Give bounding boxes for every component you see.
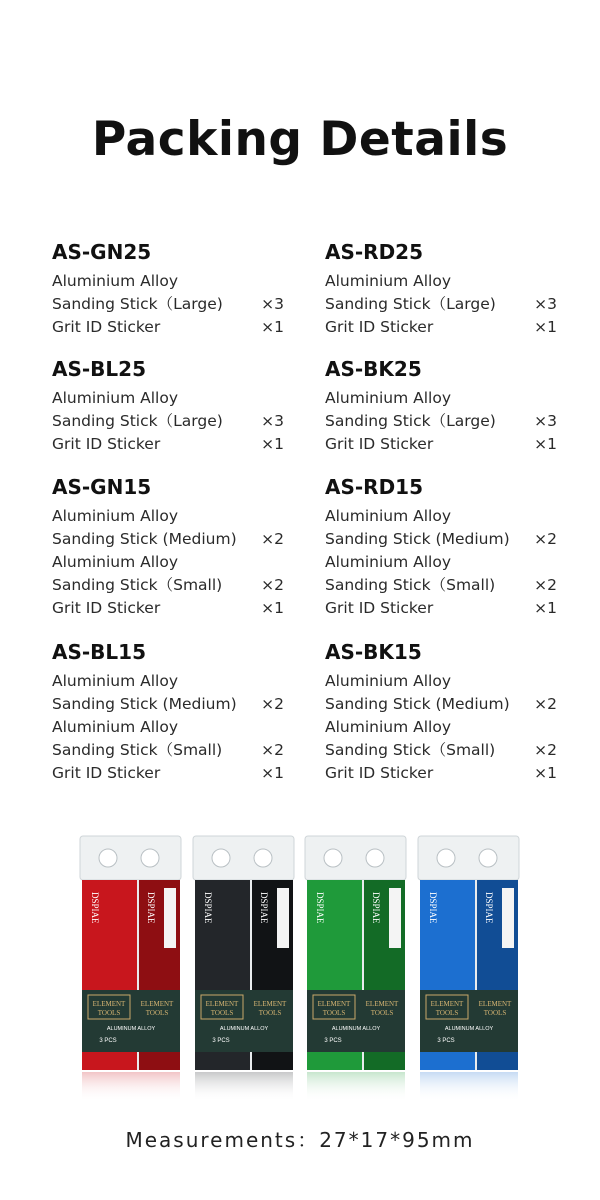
package-red bbox=[78, 832, 183, 1082]
svg-text:DSPIAE: DSPIAE bbox=[484, 892, 494, 924]
line-qty: ×3 bbox=[534, 295, 557, 313]
item-line bbox=[325, 528, 557, 551]
item-code: AS-GN15 bbox=[52, 475, 152, 499]
item-line bbox=[325, 551, 557, 574]
line-text: Sanding Stick（Small) bbox=[325, 576, 496, 594]
line-qty: ×2 bbox=[261, 530, 284, 548]
item-line bbox=[52, 670, 284, 693]
item-line bbox=[52, 293, 284, 316]
line-text: Aluminium Alloy bbox=[325, 507, 451, 525]
line-qty: ×1 bbox=[261, 435, 284, 453]
line-text: Sanding Stick（Large) bbox=[52, 412, 223, 430]
package-blue bbox=[416, 832, 521, 1082]
measurements-text: Measurements：27*17*95mm bbox=[125, 1128, 475, 1152]
item-line bbox=[325, 739, 557, 762]
line-qty: ×2 bbox=[261, 741, 284, 759]
svg-text:TOOLS: TOOLS bbox=[435, 1009, 459, 1017]
svg-text:ELEMENT: ELEMENT bbox=[365, 1000, 399, 1008]
item-code: AS-RD15 bbox=[325, 475, 424, 499]
svg-text:ELEMENT: ELEMENT bbox=[92, 1000, 126, 1008]
page-title: Packing Details bbox=[91, 112, 509, 167]
item-line bbox=[325, 574, 557, 597]
item-line bbox=[325, 433, 557, 456]
line-text: Grit ID Sticker bbox=[52, 599, 161, 617]
item-code: AS-BL15 bbox=[52, 640, 147, 664]
packing-item-as-gn25 bbox=[52, 240, 284, 339]
line-qty: ×1 bbox=[261, 599, 284, 617]
line-text: Grit ID Sticker bbox=[325, 435, 434, 453]
svg-text:TOOLS: TOOLS bbox=[145, 1009, 169, 1017]
line-text: Aluminium Alloy bbox=[52, 507, 178, 525]
line-text: Sanding Stick (Medium) bbox=[52, 530, 237, 548]
line-qty: ×3 bbox=[534, 412, 557, 430]
svg-text:3 PCS: 3 PCS bbox=[324, 1038, 342, 1044]
item-line bbox=[52, 693, 284, 716]
line-text: Aluminium Alloy bbox=[325, 389, 451, 407]
packing-item-as-gn15 bbox=[52, 475, 284, 620]
svg-text:ALUMINUM ALLOY: ALUMINUM ALLOY bbox=[219, 1026, 269, 1032]
svg-text:ALUMINUM ALLOY: ALUMINUM ALLOY bbox=[106, 1026, 156, 1032]
svg-text:DSPIAE: DSPIAE bbox=[90, 892, 100, 924]
line-text: Sanding Stick (Medium) bbox=[325, 530, 510, 548]
item-line bbox=[325, 670, 557, 693]
svg-text:TOOLS: TOOLS bbox=[483, 1009, 507, 1017]
item-line bbox=[325, 597, 557, 620]
item-line bbox=[52, 739, 284, 762]
line-text: Sanding Stick（Large) bbox=[52, 295, 223, 313]
line-text: Aluminium Alloy bbox=[325, 718, 451, 736]
item-line bbox=[52, 410, 284, 433]
line-text: Grit ID Sticker bbox=[52, 435, 161, 453]
item-line bbox=[52, 597, 284, 620]
svg-text:ALUMINUM ALLOY: ALUMINUM ALLOY bbox=[444, 1026, 494, 1032]
svg-text:3 PCS: 3 PCS bbox=[437, 1038, 455, 1044]
line-text: Sanding Stick (Medium) bbox=[325, 695, 510, 713]
svg-text:DSPIAE: DSPIAE bbox=[428, 892, 438, 924]
item-line bbox=[325, 693, 557, 716]
item-line bbox=[325, 293, 557, 316]
item-line bbox=[52, 716, 284, 739]
item-line bbox=[325, 387, 557, 410]
line-text: Aluminium Alloy bbox=[52, 272, 178, 290]
item-line bbox=[52, 316, 284, 339]
svg-text:TOOLS: TOOLS bbox=[322, 1009, 346, 1017]
line-qty: ×1 bbox=[261, 318, 284, 336]
packing-item-as-rd25 bbox=[325, 240, 557, 339]
item-code: AS-RD25 bbox=[325, 240, 424, 264]
package-green bbox=[303, 832, 408, 1082]
svg-text:ELEMENT: ELEMENT bbox=[317, 1000, 351, 1008]
line-qty: ×1 bbox=[534, 599, 557, 617]
line-qty: ×2 bbox=[261, 695, 284, 713]
svg-text:TOOLS: TOOLS bbox=[210, 1009, 234, 1017]
item-line bbox=[52, 528, 284, 551]
item-code: AS-GN25 bbox=[52, 240, 152, 264]
item-line bbox=[52, 762, 284, 785]
svg-text:ELEMENT: ELEMENT bbox=[253, 1000, 287, 1008]
packing-item-as-bl15 bbox=[52, 640, 284, 785]
svg-text:DSPIAE: DSPIAE bbox=[146, 892, 156, 924]
line-qty: ×2 bbox=[261, 576, 284, 594]
line-text: Sanding Stick（Large) bbox=[325, 295, 496, 313]
line-text: Grit ID Sticker bbox=[52, 318, 161, 336]
packing-item-as-bk15 bbox=[325, 640, 557, 785]
line-text: Sanding Stick（Large) bbox=[325, 412, 496, 430]
svg-text:DSPIAE: DSPIAE bbox=[259, 892, 269, 924]
line-qty: ×2 bbox=[534, 695, 557, 713]
svg-text:ALUMINUM ALLOY: ALUMINUM ALLOY bbox=[331, 1026, 381, 1032]
svg-text:ELEMENT: ELEMENT bbox=[430, 1000, 464, 1008]
item-line bbox=[52, 574, 284, 597]
line-qty: ×1 bbox=[261, 764, 284, 782]
item-code: AS-BL25 bbox=[52, 357, 147, 381]
line-qty: ×3 bbox=[261, 295, 284, 313]
packing-item-as-rd15 bbox=[325, 475, 557, 620]
svg-text:DSPIAE: DSPIAE bbox=[203, 892, 213, 924]
line-qty: ×2 bbox=[534, 741, 557, 759]
line-text: Sanding Stick (Medium) bbox=[52, 695, 237, 713]
line-text: Grit ID Sticker bbox=[52, 764, 161, 782]
item-line bbox=[52, 270, 284, 293]
line-text: Aluminium Alloy bbox=[52, 553, 178, 571]
item-line bbox=[52, 505, 284, 528]
svg-text:ELEMENT: ELEMENT bbox=[140, 1000, 174, 1008]
packing-item-as-bl25 bbox=[52, 357, 284, 456]
svg-text:ELEMENT: ELEMENT bbox=[478, 1000, 512, 1008]
line-text: Sanding Stick（Small) bbox=[52, 741, 223, 759]
line-text: Aluminium Alloy bbox=[52, 718, 178, 736]
svg-text:DSPIAE: DSPIAE bbox=[371, 892, 381, 924]
line-text: Aluminium Alloy bbox=[52, 672, 178, 690]
item-line bbox=[325, 716, 557, 739]
item-line bbox=[325, 270, 557, 293]
line-text: Grit ID Sticker bbox=[325, 599, 434, 617]
item-code: AS-BK15 bbox=[325, 640, 422, 664]
svg-text:TOOLS: TOOLS bbox=[258, 1009, 282, 1017]
line-text: Aluminium Alloy bbox=[325, 672, 451, 690]
line-qty: ×2 bbox=[534, 530, 557, 548]
line-qty: ×1 bbox=[534, 435, 557, 453]
line-text: Grit ID Sticker bbox=[325, 318, 434, 336]
svg-text:TOOLS: TOOLS bbox=[97, 1009, 121, 1017]
svg-text:TOOLS: TOOLS bbox=[370, 1009, 394, 1017]
product-packages-image bbox=[78, 832, 528, 1112]
line-qty: ×1 bbox=[534, 764, 557, 782]
line-text: Aluminium Alloy bbox=[325, 272, 451, 290]
line-text: Sanding Stick（Small) bbox=[325, 741, 496, 759]
item-line bbox=[325, 762, 557, 785]
line-text: Grit ID Sticker bbox=[325, 764, 434, 782]
line-qty: ×3 bbox=[261, 412, 284, 430]
item-line bbox=[52, 433, 284, 456]
svg-text:3 PCS: 3 PCS bbox=[99, 1038, 117, 1044]
item-line bbox=[52, 551, 284, 574]
packing-item-as-bk25 bbox=[325, 357, 557, 456]
item-line bbox=[52, 387, 284, 410]
svg-text:ELEMENT: ELEMENT bbox=[205, 1000, 239, 1008]
item-line bbox=[325, 410, 557, 433]
item-code: AS-BK25 bbox=[325, 357, 422, 381]
item-line bbox=[325, 316, 557, 339]
line-qty: ×2 bbox=[534, 576, 557, 594]
svg-text:DSPIAE: DSPIAE bbox=[315, 892, 325, 924]
line-text: Aluminium Alloy bbox=[325, 553, 451, 571]
line-text: Aluminium Alloy bbox=[52, 389, 178, 407]
line-text: Sanding Stick（Small) bbox=[52, 576, 223, 594]
svg-text:3 PCS: 3 PCS bbox=[212, 1038, 230, 1044]
package-black bbox=[191, 832, 296, 1082]
line-qty: ×1 bbox=[534, 318, 557, 336]
item-line bbox=[325, 505, 557, 528]
